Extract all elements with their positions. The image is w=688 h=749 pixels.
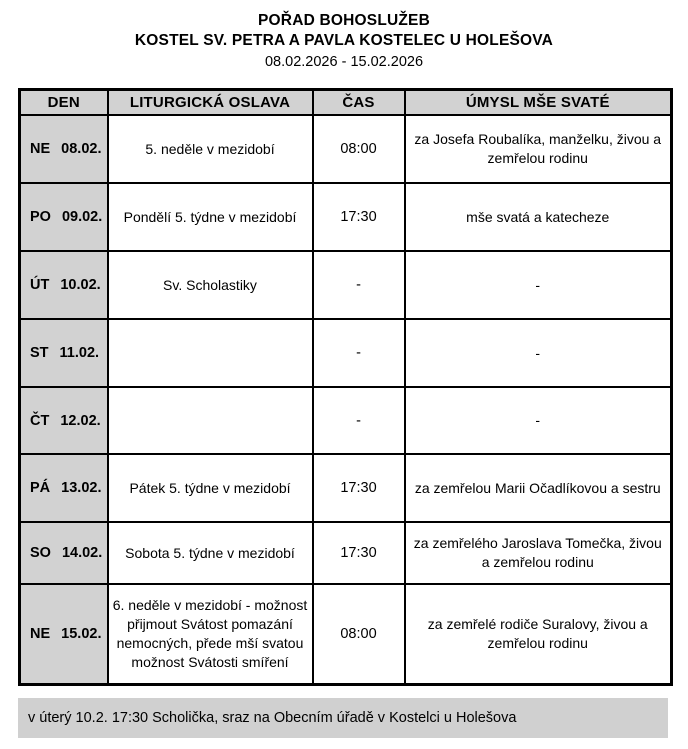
intention-cell: - bbox=[405, 387, 672, 454]
date-range: 08.02.2026 - 15.02.2026 bbox=[264, 54, 424, 70]
table-row bbox=[20, 522, 672, 584]
column-header-umysl-mse-svate: ÚMYSL MŠE SVATÉ bbox=[405, 90, 672, 116]
time-cell: 08:00 bbox=[313, 584, 405, 684]
day-wrap bbox=[25, 277, 103, 293]
day-cell bbox=[20, 251, 108, 319]
table-row bbox=[20, 454, 672, 522]
celebration-cell bbox=[108, 387, 313, 454]
time-cell: 08:00 bbox=[313, 115, 405, 183]
column-header-cas: ČAS bbox=[313, 90, 405, 116]
header-row bbox=[20, 90, 672, 116]
time-cell: 17:30 bbox=[313, 522, 405, 584]
intention-cell: za zemřelého Jaroslava Tomečka, živou a zemřelou rodinu bbox=[405, 522, 672, 584]
table-body bbox=[20, 115, 672, 684]
day-cell bbox=[20, 319, 108, 387]
intention-cell: za Josefa Roubalíka, manželku, živou a zemřelou rodinu bbox=[405, 115, 672, 183]
time-cell: 17:30 bbox=[313, 454, 405, 522]
day-date: 10.02. bbox=[60, 277, 101, 293]
table-row bbox=[20, 183, 672, 251]
day-cell bbox=[20, 522, 108, 584]
day-cell bbox=[20, 584, 108, 684]
table-row bbox=[20, 115, 672, 183]
celebration-cell: Pondělí 5. týdne v mezidobí bbox=[108, 183, 313, 251]
celebration-cell: Sv. Scholastiky bbox=[108, 251, 313, 319]
table-row bbox=[20, 387, 672, 454]
day-abbreviation: SO bbox=[30, 545, 51, 561]
day-cell bbox=[20, 115, 108, 183]
day-cell bbox=[20, 454, 108, 522]
day-wrap bbox=[25, 626, 103, 642]
document-header bbox=[0, 0, 688, 72]
day-abbreviation: ST bbox=[30, 345, 49, 361]
table-row bbox=[20, 319, 672, 387]
intention-cell: za zemřelou Marii Očadlíkovou a sestru bbox=[405, 454, 672, 522]
time-cell: - bbox=[313, 387, 405, 454]
celebration-cell: 5. neděle v mezidobí bbox=[108, 115, 313, 183]
day-cell bbox=[20, 183, 108, 251]
day-cell bbox=[20, 387, 108, 454]
day-wrap bbox=[25, 209, 103, 225]
day-date: 09.02. bbox=[61, 209, 103, 225]
schedule-table bbox=[18, 88, 673, 686]
day-date: 08.02. bbox=[61, 141, 102, 157]
intention-cell: za zemřelé rodiče Suralovy, živou a zemřelou rodinu bbox=[405, 584, 672, 684]
intention-cell: - bbox=[405, 319, 672, 387]
celebration-cell bbox=[108, 319, 313, 387]
column-header-den: DEN bbox=[20, 90, 108, 116]
table-row bbox=[20, 251, 672, 319]
celebration-cell: 6. neděle v mezidobí - možnost přijmout Svátost pomazání nemocných, přede mší svatou možnost Svátosti smíření bbox=[108, 584, 313, 684]
day-wrap bbox=[25, 345, 103, 361]
day-abbreviation: PO bbox=[30, 209, 51, 225]
intention-cell: - bbox=[405, 251, 672, 319]
column-header-liturgicka-oslava: LITURGICKÁ OSLAVA bbox=[108, 90, 313, 116]
day-wrap bbox=[25, 413, 103, 429]
table-row bbox=[20, 584, 672, 684]
day-wrap bbox=[25, 545, 103, 561]
page-title: POŘAD BOHOSLUŽEB bbox=[258, 12, 430, 29]
time-cell: - bbox=[313, 319, 405, 387]
day-abbreviation: NE bbox=[30, 141, 51, 157]
celebration-cell: Sobota 5. týdne v mezidobí bbox=[108, 522, 313, 584]
time-cell: - bbox=[313, 251, 405, 319]
day-abbreviation: ÚT bbox=[30, 277, 50, 293]
intention-cell: mše svatá a katecheze bbox=[405, 183, 672, 251]
page-subtitle: KOSTEL SV. PETRA A PAVLA KOSTELEC U HOLEŠOVA bbox=[134, 32, 554, 49]
time-cell: 17:30 bbox=[313, 183, 405, 251]
footer-note-bar bbox=[18, 698, 668, 738]
day-wrap bbox=[25, 480, 103, 496]
table-head bbox=[20, 90, 672, 116]
day-date: 11.02. bbox=[59, 345, 100, 361]
day-abbreviation: NE bbox=[30, 625, 51, 642]
day-abbreviation: PÁ bbox=[30, 480, 51, 496]
day-date: 12.02. bbox=[60, 412, 101, 429]
day-wrap bbox=[25, 141, 103, 157]
day-date: 15.02. bbox=[61, 625, 102, 642]
footer-note-text: v úterý 10.2. 17:30 Scholička, sraz na Obecním úřadě v Kostelci u Holešova bbox=[28, 709, 517, 726]
day-date: 13.02. bbox=[61, 480, 102, 496]
celebration-cell: Pátek 5. týdne v mezidobí bbox=[108, 454, 313, 522]
day-date: 14.02. bbox=[61, 545, 103, 561]
day-abbreviation: ČT bbox=[30, 412, 50, 429]
